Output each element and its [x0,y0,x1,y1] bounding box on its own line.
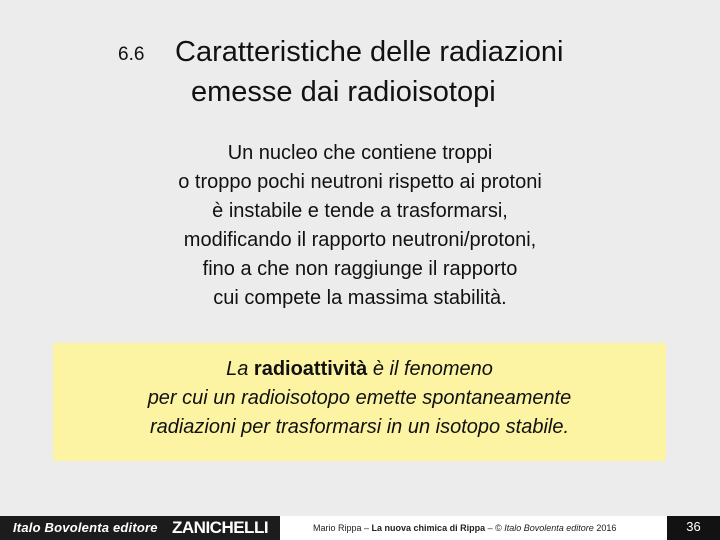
footer [0,516,720,540]
definition-term: radioattività [253,358,368,380]
definition-prefix: La [226,358,254,380]
body-line: Un nucleo che contiene troppi [227,142,493,164]
definition-line-1 [53,355,666,384]
body-line: fino a che non raggiunge il rapporto [202,258,518,280]
publisher-name: Italo Bovolenta editore [13,520,158,535]
definition-line-3: radiazioni per trasformarsi in un isotopo stabile. [149,416,570,438]
book-title: La nuova chimica di Rippa [371,523,486,533]
copyright-prefix: – © [487,523,502,533]
definition-suffix: è il fenomeno [367,358,493,380]
definition-text [53,355,666,442]
page-number: 36 [686,519,701,534]
section-number: 6.6 [118,44,145,65]
copyright-publisher: Italo Bovolenta editore [504,523,594,533]
author: Mario Rippa – [313,523,370,533]
definition-box [53,343,666,461]
body-line: modificando il rapporto neutroni/protoni, [183,229,537,251]
body-line: è instabile e tende a trasformarsi, [212,200,508,222]
footer-credits [313,523,653,533]
publisher-banner [0,516,280,540]
body-line: o troppo pochi neutroni rispetto ai protoni [178,171,542,193]
title-line-1: Caratteristiche delle radiazioni [175,36,564,68]
page-number-box [667,516,720,540]
title-line-2: emesse dai radioisotopi [191,76,496,108]
body-paragraph [110,139,610,313]
body-line: cui compete la massima stabilità. [213,287,507,309]
brand-logo: ZANICHELLI [172,518,269,537]
copyright-year: 2016 [596,523,617,533]
definition-line-2: per cui un radioisotopo emette spontaneamente [147,387,572,409]
